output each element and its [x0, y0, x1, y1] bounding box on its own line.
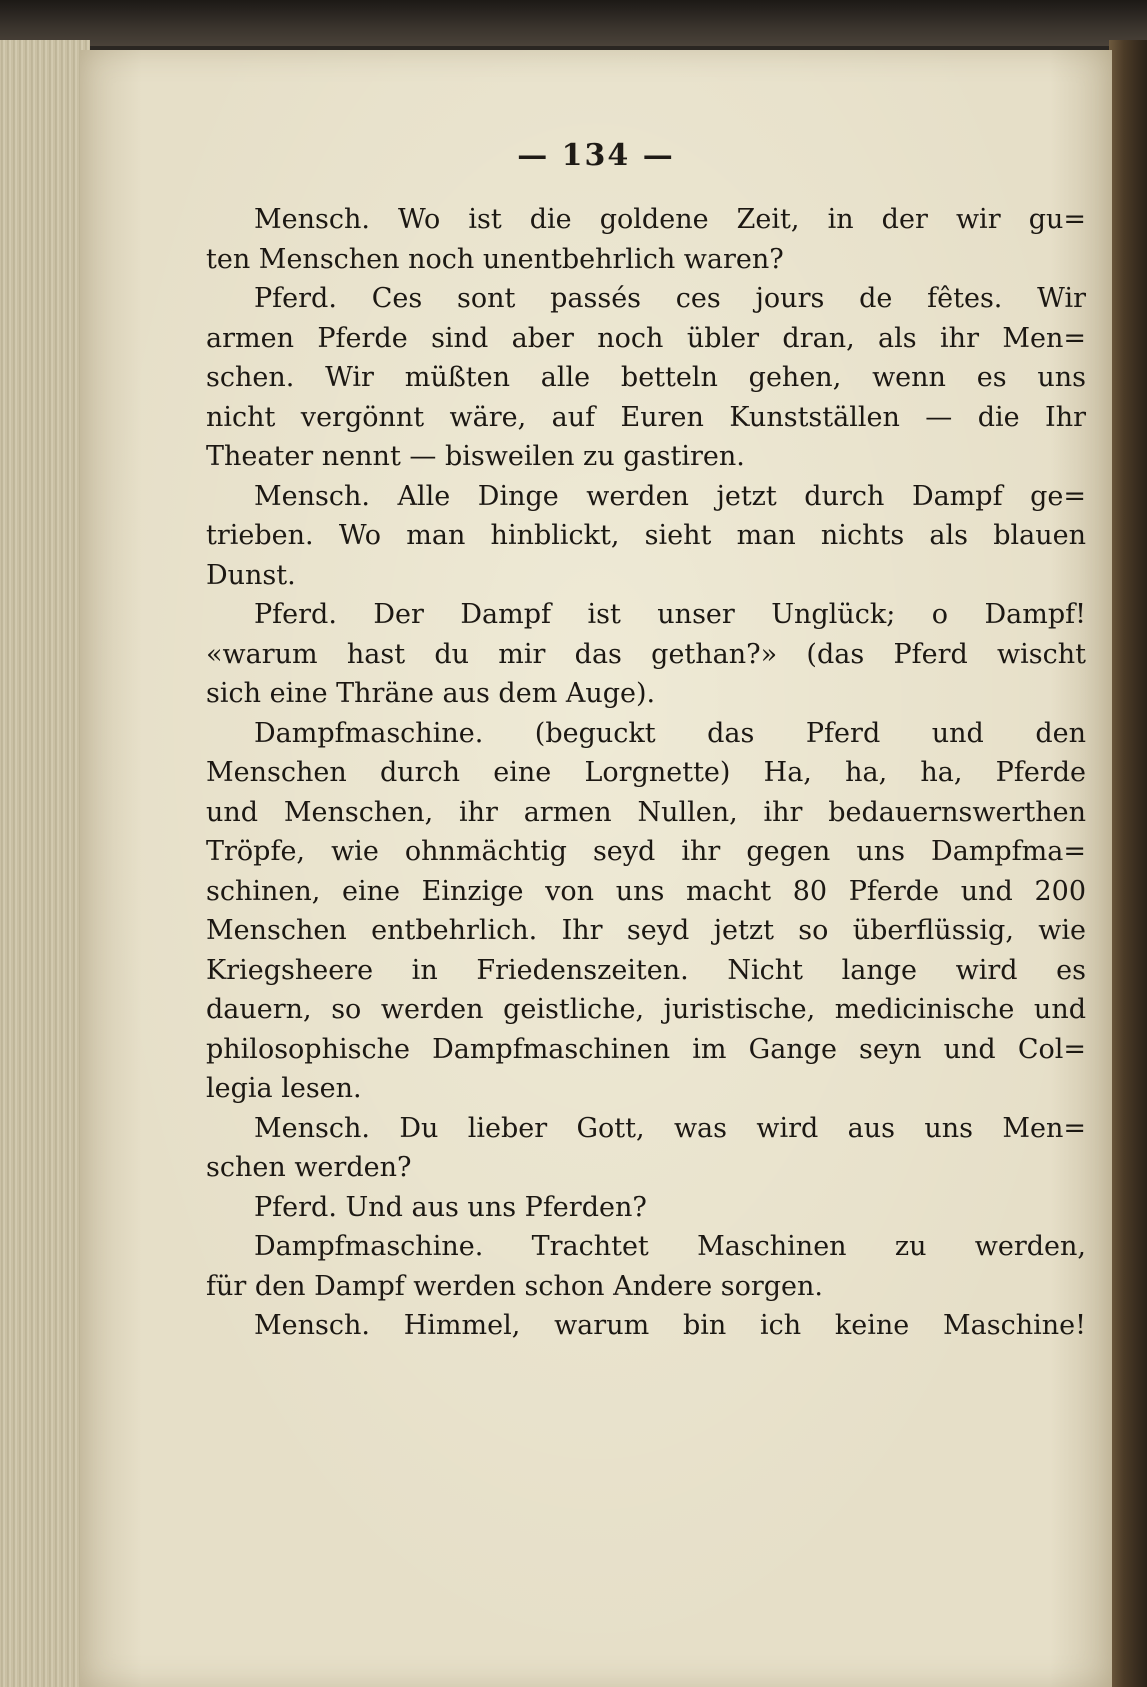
text-line: Mensch. Alle Dinge werden jetzt durch Dampf ge=: [254, 480, 1086, 512]
text-line: Dunst.: [206, 559, 296, 591]
book-cover-edge: [1109, 40, 1147, 1687]
text-line: Mensch. Wo ist die goldene Zeit, in der wir gu=: [254, 204, 1086, 235]
text-line: legia lesen.: [206, 1073, 362, 1104]
text-line: Pferd. Der Dampf ist unser Unglück; o Dampf!: [254, 599, 1086, 630]
text-line: Dampfmaschine. Trachtet Maschinen zu werden,: [254, 1231, 1086, 1262]
text-line: Menschen durch eine Lorgnette) Ha, ha, ha, Pferde: [206, 757, 1086, 788]
text-line: schen werden?: [206, 1152, 412, 1183]
text-line: Menschen entbehrlich. Ihr seyd jetzt so überflüssig, wie: [206, 915, 1086, 946]
text-line: «warum hast du mir das gethan?» (das Pferd wischt: [206, 638, 1086, 670]
text-line: trieben. Wo man hinblickt, sieht man nichts als blauen: [206, 520, 1086, 551]
text-line: Kriegsheere in Friedenszeiten. Nicht lange wird es: [206, 954, 1086, 986]
book-page: [80, 50, 1112, 1687]
text-line: Tröpfe, wie ohnmächtig seyd ihr gegen uns Dampfma=: [206, 836, 1086, 867]
text-line: schinen, eine Einzige von uns macht 80 Pferde und 200: [206, 875, 1086, 907]
text-line: ten Menschen noch unentbehrlich waren?: [206, 243, 784, 275]
page-number: — 134 —: [517, 138, 675, 173]
book-binding: [0, 0, 1147, 46]
text-line: Theater nennt — bisweilen zu gastiren.: [206, 441, 745, 472]
text-line: schen. Wir müßten alle betteln gehen, wenn es uns: [206, 362, 1086, 393]
text-line: sich eine Thräne aus dem Auge).: [206, 678, 656, 709]
text-line: für den Dampf werden schon Andere sorgen.: [206, 1270, 824, 1302]
text-line: nicht vergönnt wäre, auf Euren Kunstställen — die Ihr: [206, 401, 1086, 433]
page-stack-edge: [0, 40, 90, 1687]
text-line: und Menschen, ihr armen Nullen, ihr bedauernswerthen: [206, 796, 1086, 828]
text-line: Mensch. Du lieber Gott, was wird aus uns Men=: [254, 1112, 1086, 1144]
text-line: Mensch. Himmel, warum bin ich keine Maschine!: [254, 1310, 1086, 1341]
text-line: Pferd. Ces sont passés ces jours de fêtes. Wir: [254, 283, 1086, 314]
text-line: philosophische Dampfmaschinen im Gange seyn und Col=: [206, 1033, 1086, 1065]
text-line: armen Pferde sind aber noch übler dran, als ihr Men=: [206, 322, 1086, 354]
body-text: [206, 200, 1086, 1346]
text-line: dauern, so werden geistliche, juristische, medicinische und: [206, 994, 1086, 1025]
text-line: Pferd. Und aus uns Pferden?: [254, 1191, 647, 1223]
text-line: Dampfmaschine. (beguckt das Pferd und den: [254, 717, 1086, 749]
